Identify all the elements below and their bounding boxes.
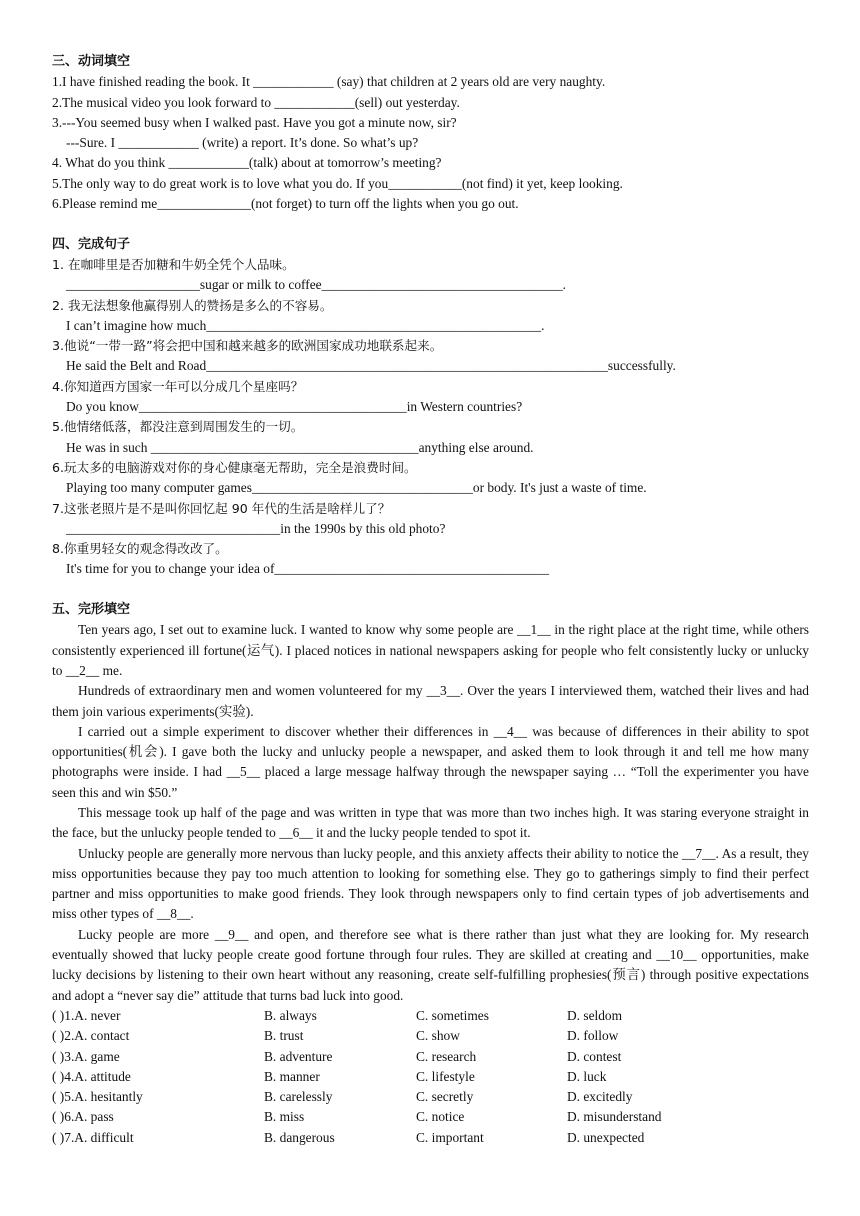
option-row-4 <box>52 1067 809 1087</box>
verb-question-3-reply: ---Sure. I ____________ (write) a report. It’s done. So what’s up? <box>66 135 419 151</box>
sentence-3-chinese: 3.他说“一带一路”将会把中国和越来越多的欧洲国家成功地联系起来。 <box>52 338 443 354</box>
sentence-5-english: He was in such ________________________________________anything else around. <box>66 439 534 455</box>
sentence-5-chinese: 5.他情绪低落，都没注意到周围发生的一切。 <box>52 419 304 435</box>
option-c: C. notice <box>416 1109 465 1125</box>
verb-question-3: 3.---You seemed busy when I walked past. Have you got a minute now, sir? <box>52 114 457 130</box>
verb-question-2: 2.The musical video you look forward to ____________(sell) out yesterday. <box>52 94 460 110</box>
worksheet-page <box>52 52 809 1148</box>
option-a: ( )3.A. game <box>52 1048 120 1064</box>
option-c: C. secretly <box>416 1089 474 1105</box>
verb-question-4: 4. What do you think ____________(talk) about at tomorrow’s meeting? <box>52 155 442 171</box>
verb-question-1: 1.I have finished reading the book. It ____________ (say) that children at 2 years old are very naughty. <box>52 74 606 90</box>
option-d: D. misunderstand <box>567 1109 662 1125</box>
option-row-7 <box>52 1128 809 1148</box>
option-d: D. contest <box>567 1048 622 1064</box>
cloze-paragraph-1: Ten years ago, I set out to examine luck. I wanted to know why some people are __1__ in the right place at the right time, while others consistently experienced ill fortune(运气). I placed notices in national newspapers asking for people who felt consistently lucky or unlucky to __2__ me. <box>52 622 809 678</box>
option-b: B. adventure <box>264 1048 333 1064</box>
option-c: C. sometimes <box>416 1007 489 1023</box>
sentence-6-english: Playing too many computer games_________________________________or body. It's just a waste of time. <box>66 480 647 496</box>
section-5-title: 五、完形填空 <box>52 602 131 618</box>
cloze-paragraph-4: This message took up half of the page and was written in type that was more than two inches high. It was staring everyone straight in the face, but the unlucky people tended to __6__ it and the lucky people tended to spot it. <box>52 804 809 841</box>
sentence-1-chinese: 1. 在咖啡里是否加糖和牛奶全凭个人品味。 <box>52 256 295 272</box>
option-row-6 <box>52 1107 809 1127</box>
option-c: C. research <box>416 1048 477 1064</box>
cloze-paragraph-3: I carried out a simple experiment to discover whether their differences in __4__ was because of differences in their ability to spot opportunities(机会). I gave both the lucky and unlucky people a newspaper, and asked them to look through it and tell me how many photographs were inside. I had __5__ placed a large message halfway through the newspaper saying … “Toll the experimenter you have seen this and win $50.” <box>52 723 809 800</box>
option-c: C. lifestyle <box>416 1068 475 1084</box>
section-4-title: 四、完成句子 <box>52 236 131 252</box>
option-a: ( )2.A. contact <box>52 1028 130 1044</box>
sentence-3-english: He said the Belt and Road____________________________________________________________successfully. <box>66 358 676 374</box>
section-3-title: 三、动词填空 <box>52 54 131 69</box>
verb-question-5: 5.The only way to do great work is to love what you do. If you___________(not find) it yet, keep looking. <box>52 175 623 191</box>
sentence-8-english: It's time for you to change your idea of_________________________________________ <box>66 561 549 577</box>
option-d: D. seldom <box>567 1007 623 1023</box>
cloze-paragraph-2: Hundreds of extraordinary men and women volunteered for my __3__. Over the years I interviewed them, watched their lives and had them join various experiments(实验). <box>52 683 809 719</box>
option-a: ( )5.A. hesitantly <box>52 1089 143 1105</box>
option-a: ( )6.A. pass <box>52 1109 114 1125</box>
option-d: D. excitedly <box>567 1089 633 1105</box>
sentence-2-chinese: 2. 我无法想象他赢得别人的赞扬是多么的不容易。 <box>52 297 333 313</box>
option-d: D. luck <box>567 1068 607 1084</box>
cloze-paragraph-5: Unlucky people are generally more nervous than lucky people, and this anxiety affects their ability to notice the __7__. As a result, they miss opportunities because they pay too much attention to looking for something else. They go to gatherings simply to find their perfect partner and miss opportunities to make good friends. They look through newspapers only to find certain types of job advertisements and miss other types of __8__. <box>52 845 809 922</box>
option-b: B. manner <box>264 1068 320 1084</box>
option-row-1 <box>52 1006 809 1026</box>
sentence-7-english: ________________________________in the 1990s by this old photo? <box>66 520 446 536</box>
sentence-6-chinese: 6.玩太多的电脑游戏对你的身心健康毫无帮助，完全是浪费时间。 <box>52 459 417 475</box>
option-b: B. carelessly <box>264 1089 333 1105</box>
option-row-2 <box>52 1026 809 1046</box>
verb-question-6: 6.Please remind me______________(not forget) to turn off the lights when you go out. <box>52 196 519 212</box>
option-a: ( )4.A. attitude <box>52 1068 131 1084</box>
option-c: C. show <box>416 1028 460 1044</box>
option-d: D. follow <box>567 1028 619 1044</box>
option-d: D. unexpected <box>567 1129 645 1145</box>
cloze-paragraph-6: Lucky people are more __9__ and open, and therefore see what is there rather than just what they are looking for. My research eventually showed that lucky people create good fortune through four rules. They are skilled at creating and __10__ opportunities, make lucky decisions by listening to their own heart without any reasoning, create self-fulfilling prophesies(预言) through positive expectations and adopt a “never say die” attitude that turns bad luck into good. <box>52 926 809 1003</box>
option-b: B. trust <box>264 1028 304 1044</box>
option-a: ( )7.A. difficult <box>52 1129 134 1145</box>
option-c: C. important <box>416 1129 484 1145</box>
option-b: B. dangerous <box>264 1129 335 1145</box>
sentence-2-english: I can’t imagine how much__________________________________________________. <box>66 317 545 333</box>
sentence-8-chinese: 8.你重男轻女的观念得改改了。 <box>52 541 228 557</box>
option-b: B. always <box>264 1007 317 1023</box>
option-row-3 <box>52 1047 809 1067</box>
option-a: ( )1.A. never <box>52 1007 121 1023</box>
sentence-7-chinese: 7.这张老照片是不是叫你回忆起 90 年代的生活是啥样儿了？ <box>52 500 391 516</box>
sentence-4-chinese: 4.你知道西方国家一年可以分成几个星座吗？ <box>52 378 304 394</box>
option-row-5 <box>52 1087 809 1107</box>
option-b: B. miss <box>264 1109 305 1125</box>
sentence-4-english: Do you know________________________________________in Western countries? <box>66 399 523 415</box>
sentence-1-english: ____________________sugar or milk to coffee____________________________________. <box>66 277 567 293</box>
